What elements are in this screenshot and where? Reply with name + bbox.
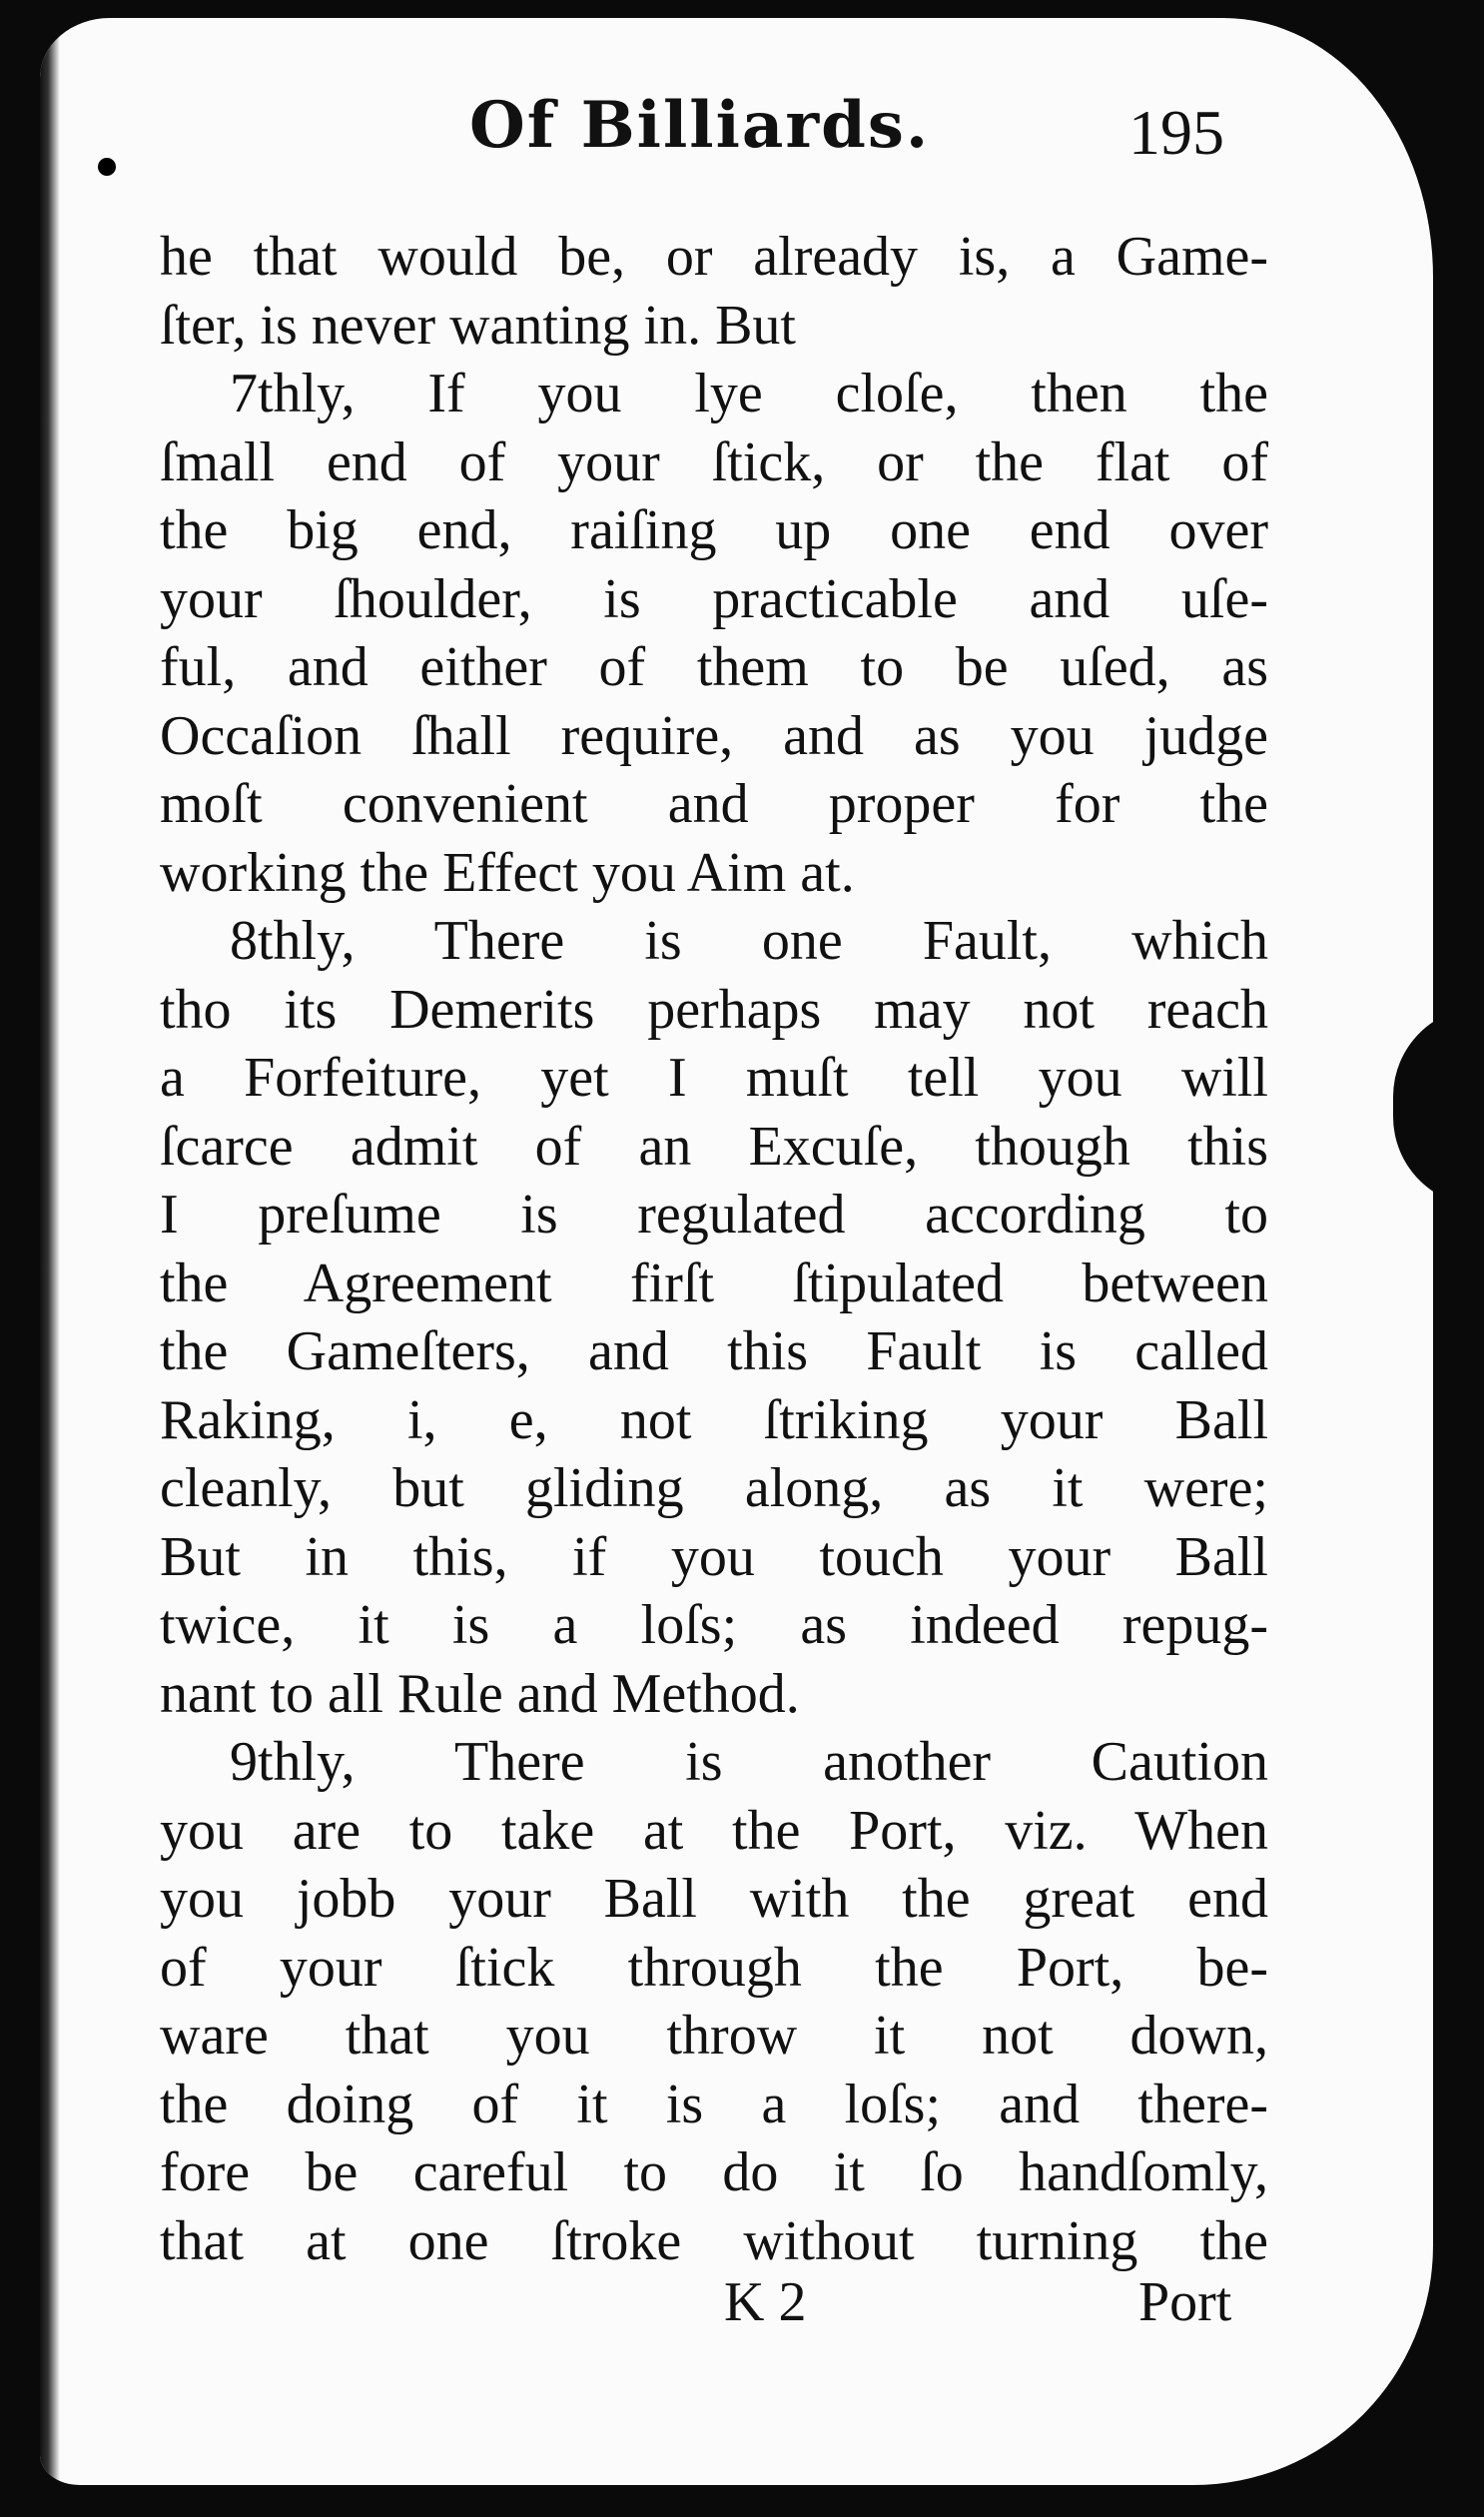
catchword: Port	[1138, 2271, 1232, 2333]
page-gutter-shadow	[40, 18, 60, 2485]
text-line: moſt convenient and proper for the	[160, 773, 1268, 835]
body-text	[160, 223, 1268, 2275]
text-line: the big end, raiſing up one end over	[160, 499, 1268, 561]
text-line: he that would be, or already is, a Game-	[160, 226, 1268, 288]
text-line: the Agreement firſt ſtipulated between	[160, 1252, 1268, 1314]
text-line: tho its Demerits perhaps may not reach	[160, 978, 1268, 1041]
text-line: 9thly, There is another Caution	[230, 1731, 1268, 1793]
text-line: of your ſtick through the Port, be-	[160, 1936, 1268, 1999]
text-line: fore be careful to do it ſo handſomly,	[160, 2141, 1268, 2203]
text-line: your ſhoulder, is practicable and uſe-	[160, 567, 1268, 630]
text-line: I preſume is regulated according to	[160, 1184, 1268, 1246]
text-line: 8thly, There is one Fault, which	[230, 910, 1268, 972]
text-line: ſcarce admit of an Excuſe, though this	[160, 1115, 1268, 1178]
signature-mark: K 2	[724, 2271, 807, 2333]
text-line: 7thly, If you lye cloſe, then the	[230, 363, 1268, 424]
page-number: 195	[1128, 97, 1224, 168]
text-line: Occaſion ſhall require, and as you judge	[160, 704, 1268, 767]
text-line: ware that you throw it not down,	[160, 2005, 1268, 2067]
text-line: ful, and either of them to be uſed, as	[160, 636, 1268, 698]
book-page	[40, 18, 1433, 2485]
text-line: you are to take at the Port, viz. When	[160, 1799, 1268, 1862]
text-line: working the Effect you Aim at.	[160, 841, 855, 904]
text-line: But in this, if you touch your Ball	[160, 1525, 1268, 1588]
text-line: the Gameſters, and this Fault is called	[160, 1320, 1268, 1382]
text-line: a Forfeiture, yet I muſt tell you will	[160, 1047, 1268, 1109]
running-title: Of Billiards.	[469, 88, 931, 163]
text-line: twice, it is a loſs; as indeed repug-	[160, 1594, 1268, 1656]
text-line: ſter, is never wanting in. But	[160, 294, 796, 357]
text-line: nant to all Rule and Method.	[160, 1662, 800, 1725]
text-line: that at one ſtroke without turning the	[160, 2209, 1268, 2272]
text-line: Raking, i, e, not ſtriking your Ball	[160, 1388, 1268, 1451]
ink-dot-mark	[98, 158, 116, 176]
text-line: you jobb your Ball with the great end	[160, 1868, 1268, 1930]
text-line: the doing of it is a loſs; and there-	[160, 2073, 1268, 2135]
text-line: cleanly, but gliding along, as it were;	[160, 1457, 1268, 1519]
page-tear-notch	[1393, 1007, 1433, 1207]
text-line: ſmall end of your ſtick, or the flat of	[160, 430, 1268, 493]
